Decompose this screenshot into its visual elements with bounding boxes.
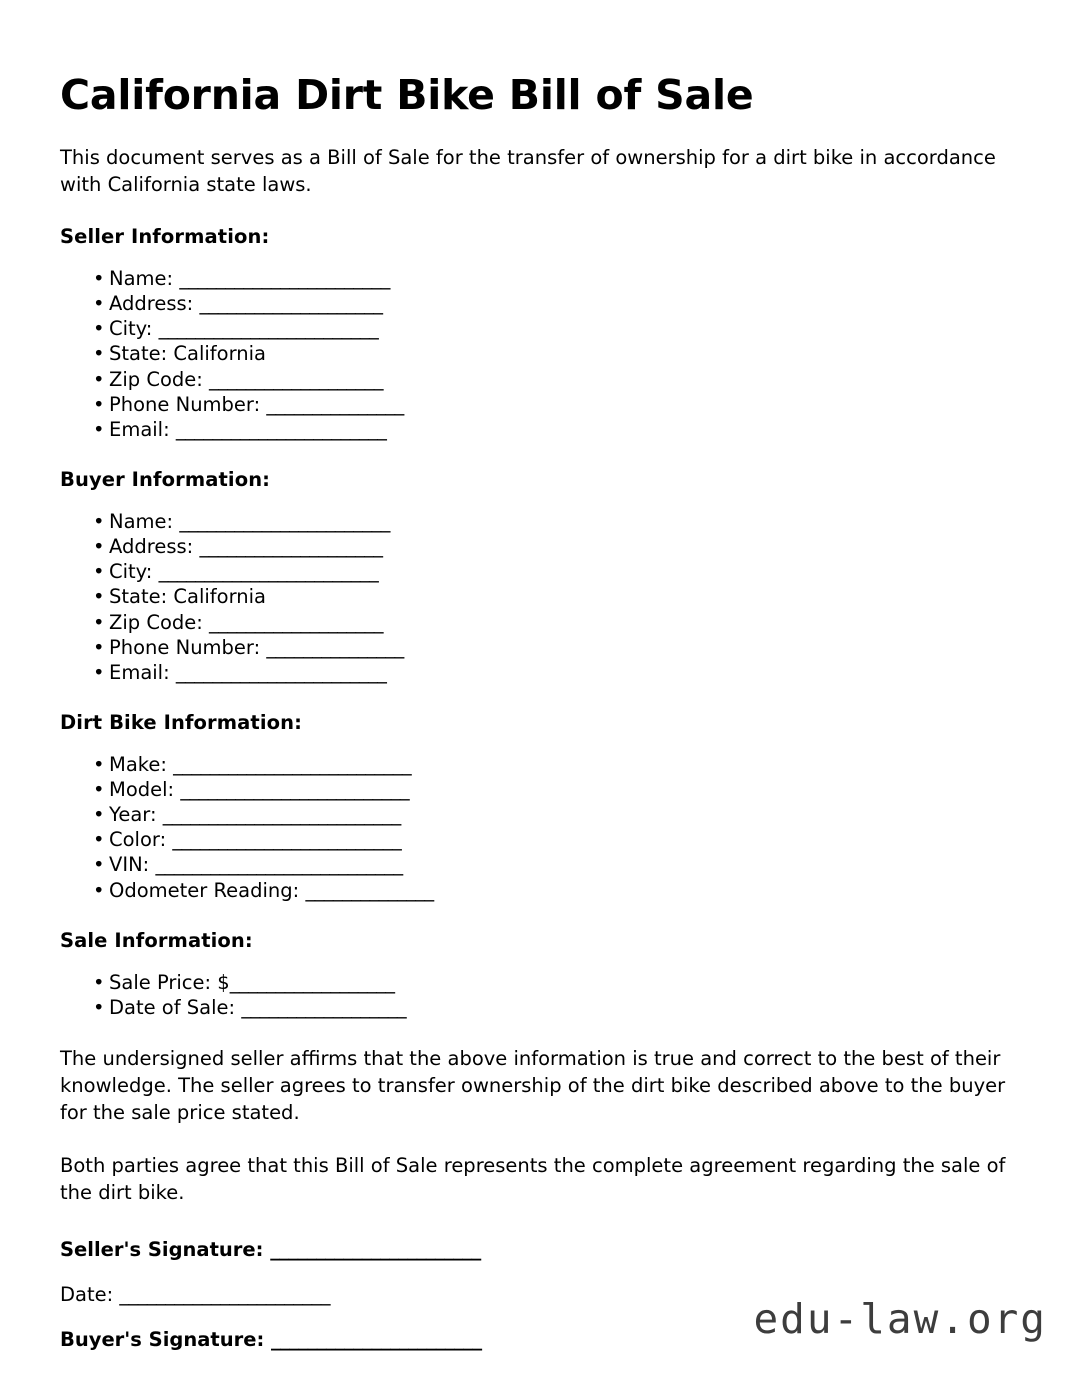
field-label: Email: bbox=[109, 660, 176, 684]
seller-date-rule[interactable]: _______________________ bbox=[119, 1282, 330, 1306]
field-row-zip bbox=[60, 367, 1015, 392]
field-label: Name: bbox=[109, 509, 180, 533]
field-label: Date of Sale: bbox=[109, 995, 242, 1019]
field-rule[interactable]: _______________________ bbox=[175, 417, 387, 441]
field-row-zip bbox=[60, 610, 1015, 635]
field-label: Name: bbox=[109, 266, 180, 290]
field-label: Zip Code: bbox=[109, 610, 210, 634]
field-rule[interactable]: ___________________________ bbox=[155, 853, 403, 877]
field-rule[interactable]: _______________ bbox=[266, 635, 404, 659]
field-row-email bbox=[60, 417, 1015, 442]
field-rule[interactable]: __________________________ bbox=[162, 803, 401, 827]
section-heading-buyer: Buyer Information: bbox=[60, 467, 271, 491]
agreement-paragraph: Both parties agree that this Bill of Sale represents the complete agreement regarding the sale of the dirt bike. bbox=[60, 1153, 1006, 1204]
field-rule[interactable]: ___________________ bbox=[209, 610, 383, 634]
field-label: Email: bbox=[109, 417, 176, 441]
field-label: Sale Price: $ bbox=[109, 970, 230, 994]
field-row-phone bbox=[60, 635, 1015, 660]
field-row-date-of-sale bbox=[60, 995, 1015, 1020]
field-rule[interactable]: _______________________ bbox=[179, 509, 390, 533]
field-row-phone bbox=[60, 392, 1015, 417]
buyer-signature-label: Buyer's Signature: bbox=[60, 1328, 272, 1352]
field-list-seller bbox=[60, 248, 1015, 442]
field-list-sale bbox=[60, 952, 1015, 1020]
field-list-buyer bbox=[60, 491, 1015, 685]
field-rule[interactable]: ________________________ bbox=[158, 560, 379, 584]
field-rule[interactable]: _________________________ bbox=[172, 828, 402, 852]
field-rule[interactable]: ___________________ bbox=[209, 367, 383, 391]
field-label: Year: bbox=[109, 803, 163, 827]
affirmation-paragraph: The undersigned seller affirms that the above information is true and correct to the best of their knowledge. The seller agrees to transfer ownership of the dirt bike described above to the buyer for the sale price stated. bbox=[60, 1047, 1006, 1124]
field-row-city bbox=[60, 559, 1015, 584]
spacer bbox=[60, 1262, 1015, 1282]
field-label: Model: bbox=[109, 778, 181, 802]
field-label: City: bbox=[109, 560, 159, 584]
field-rule[interactable]: ________________________ bbox=[158, 317, 379, 341]
field-label: Phone Number: bbox=[109, 392, 267, 416]
seller-signature-rule[interactable]: _______________________ bbox=[270, 1237, 481, 1261]
intro-paragraph: This document serves as a Bill of Sale for the transfer of ownership for a dirt bike in accordance with California state laws. bbox=[60, 146, 996, 197]
field-row-model bbox=[60, 777, 1015, 802]
field-label: VIN: bbox=[109, 853, 156, 877]
field-label: Address: bbox=[109, 292, 200, 316]
field-row-state bbox=[60, 584, 1015, 609]
field-row-email bbox=[60, 660, 1015, 685]
field-rule[interactable]: __________________ bbox=[229, 970, 395, 994]
page-title: California Dirt Bike Bill of Sale bbox=[60, 71, 754, 119]
field-row-sale-price bbox=[60, 970, 1015, 995]
field-rule[interactable]: _______________________ bbox=[175, 660, 387, 684]
field-row-odometer bbox=[60, 878, 1015, 903]
section-heading-seller: Seller Information: bbox=[60, 224, 270, 248]
field-label: Make: bbox=[109, 752, 174, 776]
field-list-dirt-bike bbox=[60, 734, 1015, 903]
field-rule[interactable]: __________________ bbox=[241, 995, 407, 1019]
field-rule[interactable]: ____________________ bbox=[199, 535, 383, 559]
field-label: State: California bbox=[109, 342, 266, 366]
field-row-color bbox=[60, 827, 1015, 852]
field-row-state bbox=[60, 341, 1015, 366]
buyer-signature-rule[interactable]: _______________________ bbox=[271, 1328, 482, 1352]
field-row-year bbox=[60, 802, 1015, 827]
field-rule[interactable]: _______________ bbox=[266, 392, 404, 416]
seller-date-label: Date: bbox=[60, 1282, 120, 1306]
field-row-name bbox=[60, 509, 1015, 534]
section-heading-dirt-bike: Dirt Bike Information: bbox=[60, 710, 302, 734]
section-heading-sale: Sale Information: bbox=[60, 928, 253, 952]
field-label: Address: bbox=[109, 535, 200, 559]
field-row-address bbox=[60, 291, 1015, 316]
field-row-city bbox=[60, 316, 1015, 341]
field-rule[interactable]: __________________________ bbox=[173, 752, 412, 776]
field-label: Odometer Reading: bbox=[109, 878, 306, 902]
field-label: Phone Number: bbox=[109, 635, 267, 659]
field-label: Zip Code: bbox=[109, 367, 210, 391]
field-label: State: California bbox=[109, 585, 266, 609]
seller-signature-row bbox=[60, 1237, 1015, 1262]
field-rule[interactable]: ______________ bbox=[305, 878, 434, 902]
field-label: Color: bbox=[109, 828, 173, 852]
field-rule[interactable]: ____________________ bbox=[199, 292, 383, 316]
seller-signature-label: Seller's Signature: bbox=[60, 1237, 271, 1261]
site-watermark: edu-law.org bbox=[753, 1295, 1047, 1343]
field-label: City: bbox=[109, 317, 159, 341]
field-row-name bbox=[60, 266, 1015, 291]
field-row-make bbox=[60, 752, 1015, 777]
field-row-address bbox=[60, 534, 1015, 559]
field-row-vin bbox=[60, 852, 1015, 877]
field-rule[interactable]: _________________________ bbox=[180, 778, 410, 802]
document-content bbox=[60, 0, 1015, 1353]
field-rule[interactable]: _______________________ bbox=[179, 266, 390, 290]
